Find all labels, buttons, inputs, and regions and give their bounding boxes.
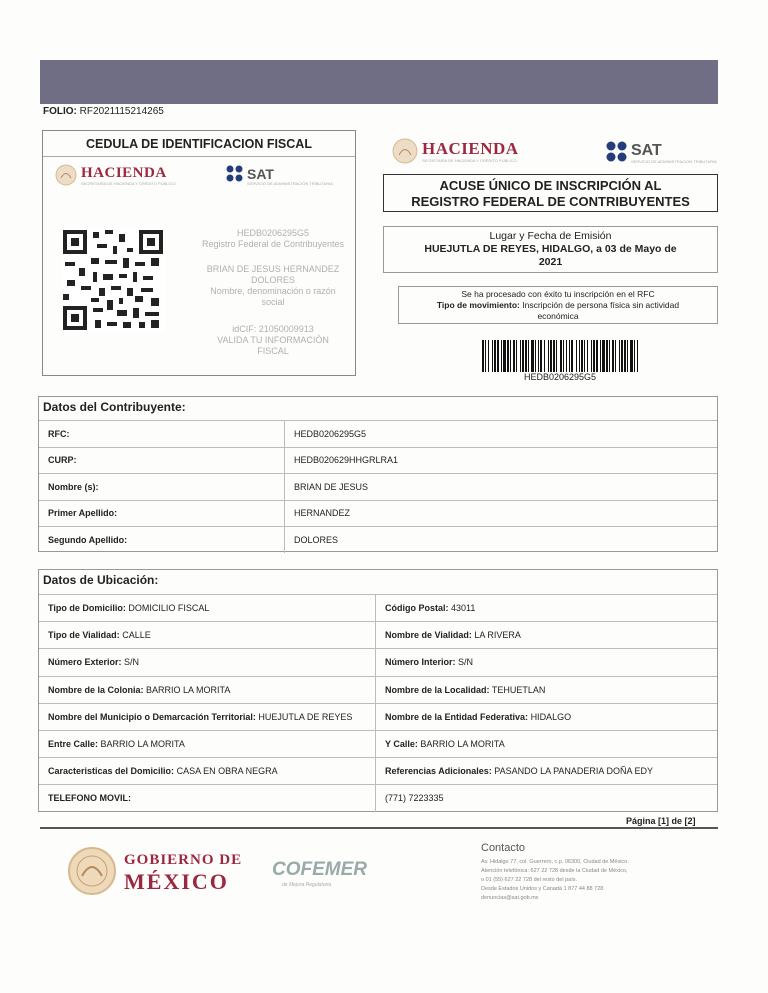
name-faint: BRIAN DE JESUS HERNANDEZ DOLORES Nombre, denominación o razón social [206, 264, 340, 307]
footer-line [40, 827, 718, 829]
right-field: (771) 7223335 [385, 793, 444, 804]
right-field: Nombre de la Entidad Federativa: HIDALGO [385, 711, 572, 722]
barcode-bar [621, 340, 623, 372]
barcode-bar [520, 340, 521, 372]
barcode-bar [596, 340, 598, 372]
divider [43, 156, 355, 157]
field-value: BRIAN DE JESUS [294, 481, 369, 492]
cedula-box: CEDULA DE IDENTIFICACION FISCAL HACIENDA SECRETARÍA DE HACIENDA Y CRÉDITO PÚBLICO SAT SERVICIO DE ADMINISTRACIÓN TRIBUTARIA HEDB0206295G5 Registro Federal de Contribuyentes BRIAN DE JESUS HERNANDEZ DOLORES Nombre, denominación o razón social idCIF: 21050009913 VALIDA TU INFORMACIÓN FISCAL [42, 130, 356, 376]
table-row [39, 473, 717, 500]
table-row [39, 676, 717, 703]
barcode-bar [581, 340, 583, 372]
table-row [39, 621, 717, 648]
rfc-faint: HEDB0206295G5 Registro Federal de Contribuyentes [201, 228, 345, 249]
barcode-bar [560, 340, 562, 372]
barcode-icon [480, 340, 640, 372]
header-bar [40, 60, 718, 104]
barcode-bar [535, 340, 536, 372]
right-field: Nombre de la Localidad: TEHUETLAN [385, 684, 546, 695]
page-number: Página [1] de [2] [626, 816, 696, 826]
table-row [39, 447, 717, 474]
barcode-bar [494, 340, 496, 372]
left-field: Tipo de Vialidad: CALLE [48, 630, 151, 641]
barcode-bar [556, 340, 557, 372]
left-field: Nombre de la Colonia: BARRIO LA MORITA [48, 684, 231, 695]
barcode-bar [584, 340, 585, 372]
barcode-bar [634, 340, 635, 372]
barcode-bar [593, 340, 595, 372]
barcode-bar [615, 340, 616, 372]
shield-seal-icon [55, 164, 77, 186]
barcode-bar [566, 340, 567, 372]
barcode-bar [571, 340, 573, 372]
barcode-bar [627, 340, 628, 372]
table-row [39, 730, 717, 757]
barcode-bar [531, 340, 534, 372]
barcode-bar [503, 340, 506, 372]
barcode-bar [485, 340, 486, 372]
barcode-bar [501, 340, 502, 372]
right-field: Número Interior: S/N [385, 657, 474, 668]
barcode-bar [550, 340, 552, 372]
barcode-bar [637, 340, 638, 372]
table-row [39, 703, 717, 730]
acuse-title: ACUSE ÚNICO DE INSCRIPCIÓN AL REGISTRO FEDERAL DE CONTRIBUYENTES [383, 174, 718, 212]
lugar-fecha-box: Lugar y Fecha de Emisión HUEJUTLA DE REYES, HIDALGO, a 03 de Mayo de 2021 [383, 226, 718, 273]
movimiento-box: Se ha procesado con éxito tu inscripción en el RFC Tipo de movimiento: Inscripción de persona física sin actividad económica [398, 286, 718, 324]
barcode-bar [540, 340, 542, 372]
barcode-bar [522, 340, 524, 372]
barcode-bar [569, 340, 570, 372]
barcode-bar [516, 340, 517, 372]
contact-email[interactable]: denuncias@sat.gob.mx [481, 895, 539, 901]
barcode-bar [538, 340, 539, 372]
cedula-title: CEDULA DE IDENTIFICACION FISCAL [86, 137, 312, 151]
field-value: HERNANDEZ [294, 508, 351, 519]
contribuyente-section [38, 396, 718, 552]
sat-dots-icon [605, 140, 629, 164]
barcode-bar [606, 340, 608, 372]
barcode-bar [579, 340, 580, 372]
barcode-bar [612, 340, 614, 372]
folio: FOLIO: RF2021115214265 [43, 106, 164, 117]
barcode-bar [513, 340, 515, 372]
barcode-bar [548, 340, 549, 372]
left-field: Tipo de Domicilio: DOMICILIO FISCAL [48, 603, 210, 614]
barcode-bar [488, 340, 489, 372]
table-row [39, 594, 717, 621]
cofemer-logo: COFEMER [272, 859, 367, 880]
ubicacion-section [38, 569, 718, 812]
right-field: Código Postal: 43011 [385, 603, 476, 614]
barcode-bar [507, 340, 509, 372]
left-field: Entre Calle: BARRIO LA MORITA [48, 739, 185, 750]
field-label: Primer Apellido: [48, 508, 118, 519]
field-label: Segundo Apellido: [48, 534, 128, 545]
contacto-details: Av. Hidalgo 77, col. Guerrero, c.p. 06300, Ciudad de México. Atención telefónica: 627 22 728 desde la Ciudad de México, o 01 (55) 627 22 728 del resto del país. Desde Estados Unidos y Canadá 1 877 44 88 728. denuncias@sat.gob.mx [481, 858, 701, 903]
barcode-bar [619, 340, 620, 372]
contribuyente-title: Datos del Contribuyente: [43, 400, 186, 414]
table-row [39, 526, 717, 553]
eagle-seal-icon [66, 846, 118, 896]
field-value: HEDB0206295G5 [294, 428, 367, 439]
table-row [39, 784, 717, 811]
barcode-bar [528, 340, 529, 372]
barcode-bar [609, 340, 610, 372]
left-field: Número Exterior: S/N [48, 657, 140, 668]
barcode-bar [497, 340, 499, 372]
right-field: Referencias Adicionales: PASANDO LA PANADERIA DOÑA EDY [385, 766, 653, 777]
barcode-bar [544, 340, 545, 372]
field-label: Nombre (s): [48, 481, 99, 492]
barcode-bar [624, 340, 626, 372]
barcode-bar [510, 340, 511, 372]
field-value: DOLORES [294, 534, 339, 545]
barcode-bar [602, 340, 605, 372]
left-field: Nombre del Municipio o Demarcación Territorial: HUEJUTLA DE REYES [48, 711, 353, 722]
field-label: RFC: [48, 428, 70, 439]
barcode-bar [630, 340, 633, 372]
barcode-text: HEDB0206295G5 [523, 372, 597, 382]
table-row [39, 648, 717, 675]
left-field: Caracteristicas del Domicilio: CASA EN OBRA NEGRA [48, 766, 278, 777]
field-label: CURP: [48, 455, 77, 466]
field-value: HEDB020629HHGRLRA1 [294, 455, 399, 466]
gobierno-logo: GOBIERNO DE [124, 852, 243, 868]
ubicacion-title: Datos de Ubicación: [43, 573, 159, 587]
barcode-bar [576, 340, 577, 372]
shield-seal-icon [392, 138, 418, 164]
table-row [39, 500, 717, 527]
cofemer-sub: de Mejora Regulatoria [282, 882, 332, 888]
barcode-bar [525, 340, 527, 372]
barcode-bar [587, 340, 588, 372]
right-field: Nombre de Vialidad: LA RIVERA [385, 630, 521, 641]
barcode-bar [482, 340, 484, 372]
right-field: Y Calle: BARRIO LA MORITA [385, 739, 505, 750]
table-row [39, 420, 717, 447]
contacto-title: Contacto [481, 842, 526, 854]
barcode-bar [600, 340, 601, 372]
qr-code-icon [61, 228, 165, 332]
mexico-logo: MÉXICO [124, 869, 229, 894]
table-row [39, 757, 717, 784]
barcode-bar [591, 340, 592, 372]
sat-dots-icon [225, 164, 245, 184]
barcode-bar [563, 340, 564, 372]
barcode-bar [553, 340, 555, 372]
left-field: TELEFONO MOVIL: [48, 793, 131, 804]
barcode-bar [492, 340, 493, 372]
idcif-faint: idCIF: 21050009913 VALIDA TU INFORMACIÓN FISCAL [217, 324, 329, 356]
